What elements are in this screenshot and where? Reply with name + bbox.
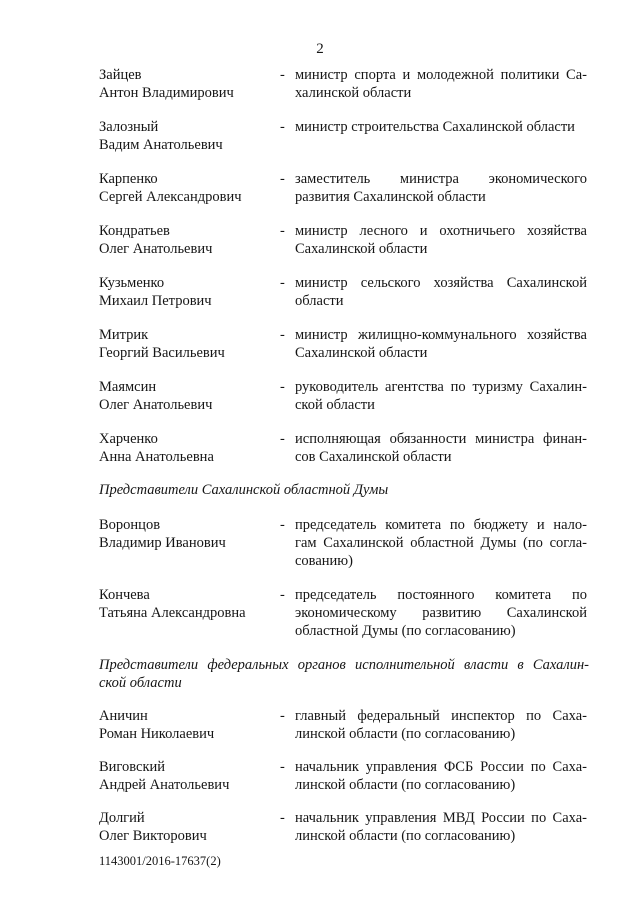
- position-line: начальник управления МВД России по Саха-: [295, 810, 587, 826]
- separator-dash: -: [280, 759, 285, 775]
- position-line: министр спорта и молодежной политики Са-: [295, 67, 587, 83]
- member-given-names: Анна Анатольевна: [99, 449, 214, 465]
- member-surname: Кондратьев: [99, 223, 170, 239]
- section-heading-line: Представители федеральных органов исполнительной власти в Сахалин-: [99, 657, 589, 673]
- section-heading-line: ской области: [99, 675, 182, 691]
- position-line: ской области: [295, 397, 375, 413]
- position-line: сов Сахалинской области: [295, 449, 452, 465]
- member-surname: Маямсин: [99, 379, 157, 395]
- member-name: [99, 516, 279, 552]
- member-given-names: Владимир Иванович: [99, 535, 226, 551]
- member-given-names: Антон Владимирович: [99, 85, 234, 101]
- member-position: [295, 222, 587, 258]
- member-name: [99, 809, 279, 845]
- member-given-names: Олег Анатольевич: [99, 397, 213, 413]
- member-given-names: Роман Николаевич: [99, 726, 215, 742]
- position-line: халинской области: [295, 85, 412, 101]
- separator-dash: -: [280, 67, 285, 83]
- member-surname: Кузьменко: [99, 275, 165, 291]
- separator-dash: -: [280, 708, 285, 724]
- member-surname: Митрик: [99, 327, 149, 343]
- member-name: [99, 326, 279, 362]
- position-line: гам Сахалинской областной Думы (по согла-: [295, 535, 587, 551]
- position-line: развития Сахалинской области: [295, 189, 486, 205]
- position-line: председатель постоянного комитета по: [295, 587, 587, 603]
- position-line: исполняющая обязанности министра финан-: [295, 431, 587, 447]
- member-position: [295, 326, 587, 362]
- member-name: [99, 586, 279, 622]
- section-heading-line: Представители Сахалинской областной Думы: [99, 482, 389, 498]
- position-line: заместитель министра экономического: [295, 171, 587, 187]
- page-number: 2: [316, 41, 324, 57]
- member-surname: Аничин: [99, 708, 148, 724]
- position-line: министр жилищно-коммунального хозяйства: [295, 327, 587, 343]
- position-line: председатель комитета по бюджету и нало-: [295, 517, 587, 533]
- member-position: [295, 430, 587, 466]
- member-name: [99, 758, 279, 794]
- member-name: [99, 66, 279, 102]
- member-surname: Зайцев: [99, 67, 142, 83]
- position-line: экономическому развитию Сахалинской: [295, 605, 587, 621]
- member-name: [99, 170, 279, 206]
- member-name: [99, 378, 279, 414]
- member-surname: Долгий: [99, 810, 145, 826]
- member-position: [295, 378, 587, 414]
- position-line: руководитель агентства по туризму Сахалин-: [295, 379, 587, 395]
- member-surname: Карпенко: [99, 171, 158, 187]
- member-given-names: Андрей Анатольевич: [99, 777, 230, 793]
- member-surname: Воронцов: [99, 517, 161, 533]
- member-name: [99, 222, 279, 258]
- member-given-names: Вадим Анатольевич: [99, 137, 223, 153]
- position-line: линской области (по согласованию): [295, 828, 516, 844]
- position-line: сованию): [295, 553, 353, 569]
- separator-dash: -: [280, 517, 285, 533]
- member-surname: Харченко: [99, 431, 158, 447]
- position-line: областной Думы (по согласованию): [295, 623, 516, 639]
- member-name: [99, 707, 279, 743]
- member-position: [295, 118, 587, 136]
- position-line: министр строительства Сахалинской области: [295, 119, 575, 135]
- member-given-names: Михаил Петрович: [99, 293, 212, 309]
- separator-dash: -: [280, 275, 285, 291]
- member-position: [295, 66, 587, 102]
- member-given-names: Сергей Александрович: [99, 189, 242, 205]
- position-line: Сахалинской области: [295, 345, 428, 361]
- position-line: начальник управления ФСБ России по Саха-: [295, 759, 587, 775]
- position-line: линской области (по согласованию): [295, 726, 516, 742]
- member-surname: Залозный: [99, 119, 159, 135]
- position-line: главный федеральный инспектор по Саха-: [295, 708, 587, 724]
- member-surname: Виговский: [99, 759, 166, 775]
- member-given-names: Олег Анатольевич: [99, 241, 213, 257]
- member-position: [295, 274, 587, 310]
- separator-dash: -: [280, 327, 285, 343]
- member-name: [99, 430, 279, 466]
- member-position: [295, 707, 587, 743]
- position-line: области: [295, 293, 344, 309]
- member-surname: Кончева: [99, 587, 150, 603]
- position-line: министр сельского хозяйства Сахалинской: [295, 275, 587, 291]
- section-heading: [99, 656, 589, 692]
- member-position: [295, 809, 587, 845]
- member-position: [295, 758, 587, 794]
- position-line: министр лесного и охотничьего хозяйства: [295, 223, 587, 239]
- separator-dash: -: [280, 379, 285, 395]
- member-given-names: Олег Викторович: [99, 828, 207, 844]
- member-position: [295, 170, 587, 206]
- position-line: линской области (по согласованию): [295, 777, 516, 793]
- member-name: [99, 274, 279, 310]
- document-code: 1143001/2016-17637(2): [99, 854, 221, 868]
- member-given-names: Георгий Васильевич: [99, 345, 225, 361]
- separator-dash: -: [280, 171, 285, 187]
- separator-dash: -: [280, 431, 285, 447]
- member-name: [99, 118, 279, 154]
- position-line: Сахалинской области: [295, 241, 428, 257]
- member-given-names: Татьяна Александровна: [99, 605, 246, 621]
- member-position: [295, 516, 587, 570]
- separator-dash: -: [280, 119, 285, 135]
- section-heading: [99, 481, 589, 499]
- member-position: [295, 586, 587, 640]
- separator-dash: -: [280, 223, 285, 239]
- separator-dash: -: [280, 810, 285, 826]
- separator-dash: -: [280, 587, 285, 603]
